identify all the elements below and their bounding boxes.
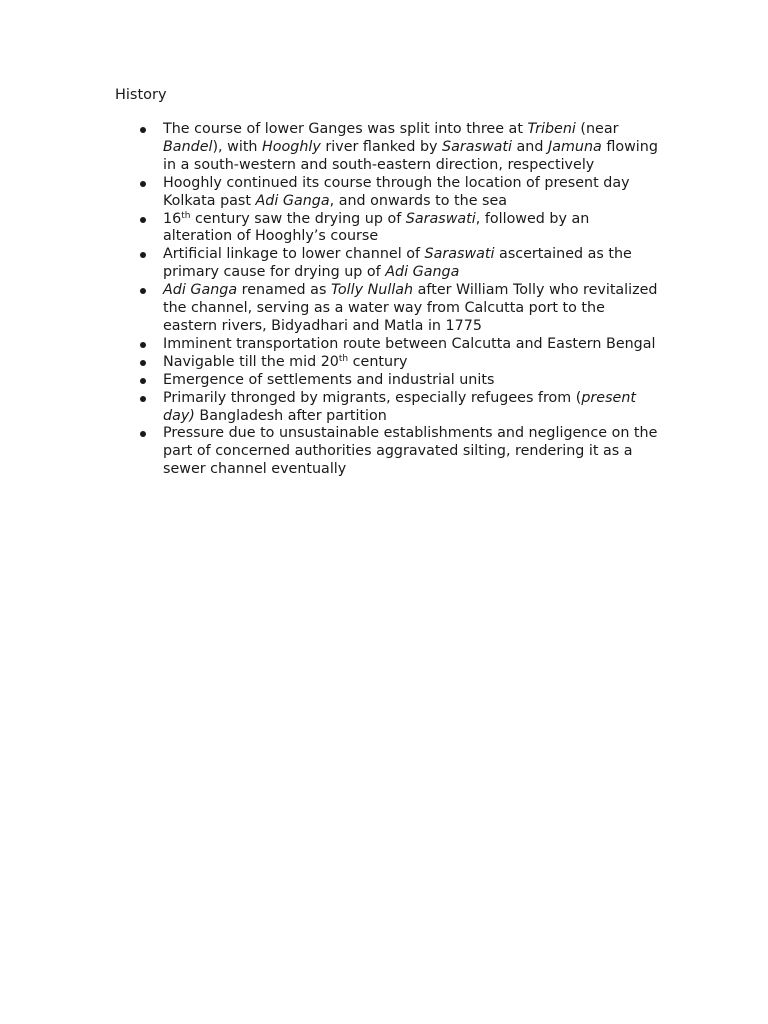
bullet-text: Pressure due to unsustainable establishments and negligence on the part of concerned authorities aggravated silting, rendering it as a sewer channel eventually — [163, 425, 658, 478]
italic-text: Tolly Nullah — [330, 282, 414, 299]
italic-text: Saraswati — [442, 138, 512, 155]
bullet-text: 16 — [163, 210, 182, 227]
bullet-item — [139, 121, 659, 175]
bullet-text: , followed by an alteration of Hooghly’s course — [163, 210, 590, 245]
italic-text: present day) — [163, 389, 637, 424]
bullet-dot-icon — [140, 342, 146, 348]
bullet-text: , and onwards to the sea — [329, 192, 508, 209]
bullet-text: flowing in a south-western and south-eastern direction, respectively — [163, 138, 658, 173]
italic-text: Adi Ganga — [163, 282, 238, 299]
italic-text: Adi Ganga — [385, 264, 460, 281]
bullet-dot-icon — [140, 217, 146, 223]
superscript-text: th — [181, 210, 191, 221]
bullet-text: river flanked by — [320, 138, 443, 155]
bullet-text: Artificial linkage to lower channel of — [163, 246, 425, 263]
bullet-text: Imminent transportation route between Calcutta and Eastern Bengal — [163, 335, 656, 352]
history-bullet-list — [139, 121, 659, 479]
bullet-text: Hooghly continued its course through the location of present day Kolkata past — [163, 174, 630, 209]
bullet-dot-icon — [140, 378, 146, 384]
italic-text: Hooghly — [262, 138, 321, 155]
italic-text: Adi Ganga — [255, 192, 330, 209]
bullet-dot-icon — [140, 288, 146, 294]
bullet-text: Bangladesh after partition — [194, 407, 387, 424]
bullet-item — [139, 211, 659, 247]
bullet-dot-icon — [140, 252, 146, 258]
bullet-item — [139, 372, 659, 390]
bullet-text: century saw the drying up of — [190, 210, 406, 227]
italic-text: Bandel — [163, 138, 213, 155]
bullet-text: The course of lower Ganges was split into three at — [163, 121, 528, 137]
bullet-item — [139, 282, 659, 336]
bullet-text: Primarily thronged by migrants, especially refugees from ( — [163, 389, 582, 406]
bullet-text: ascertained as the primary cause for drying up of — [163, 246, 632, 281]
bullet-dot-icon — [140, 431, 146, 437]
bullet-text: renamed as — [237, 282, 331, 299]
bullet-item — [139, 354, 659, 372]
bullet-dot-icon — [140, 181, 146, 187]
bullet-item — [139, 336, 659, 354]
bullet-item — [139, 390, 659, 426]
italic-text: Tribeni — [527, 121, 576, 137]
bullet-text: Emergence of settlements and industrial units — [163, 371, 495, 388]
bullet-text: and — [512, 138, 548, 155]
bullet-item — [139, 246, 659, 282]
bullet-text: century — [348, 353, 408, 370]
superscript-text: th — [338, 353, 349, 364]
bullet-dot-icon — [140, 396, 146, 402]
bullet-dot-icon — [140, 360, 146, 366]
italic-text: Saraswati — [424, 246, 495, 263]
italic-text: Jamuna — [548, 138, 602, 155]
bullet-text: ), with — [212, 138, 263, 155]
section-heading: History — [115, 87, 167, 103]
bullet-dot-icon — [140, 127, 146, 133]
bullet-item — [139, 175, 659, 211]
bullet-text: Navigable till the mid 20 — [163, 353, 339, 370]
italic-text: Saraswati — [405, 210, 476, 227]
bullet-text: (near — [575, 121, 619, 137]
bullet-item — [139, 425, 659, 479]
bullet-text: after William Tolly who revitalized the channel, serving as a water way from Calcutta port to the eastern rivers, Bidyadhari and Matla in 1775 — [163, 282, 658, 334]
